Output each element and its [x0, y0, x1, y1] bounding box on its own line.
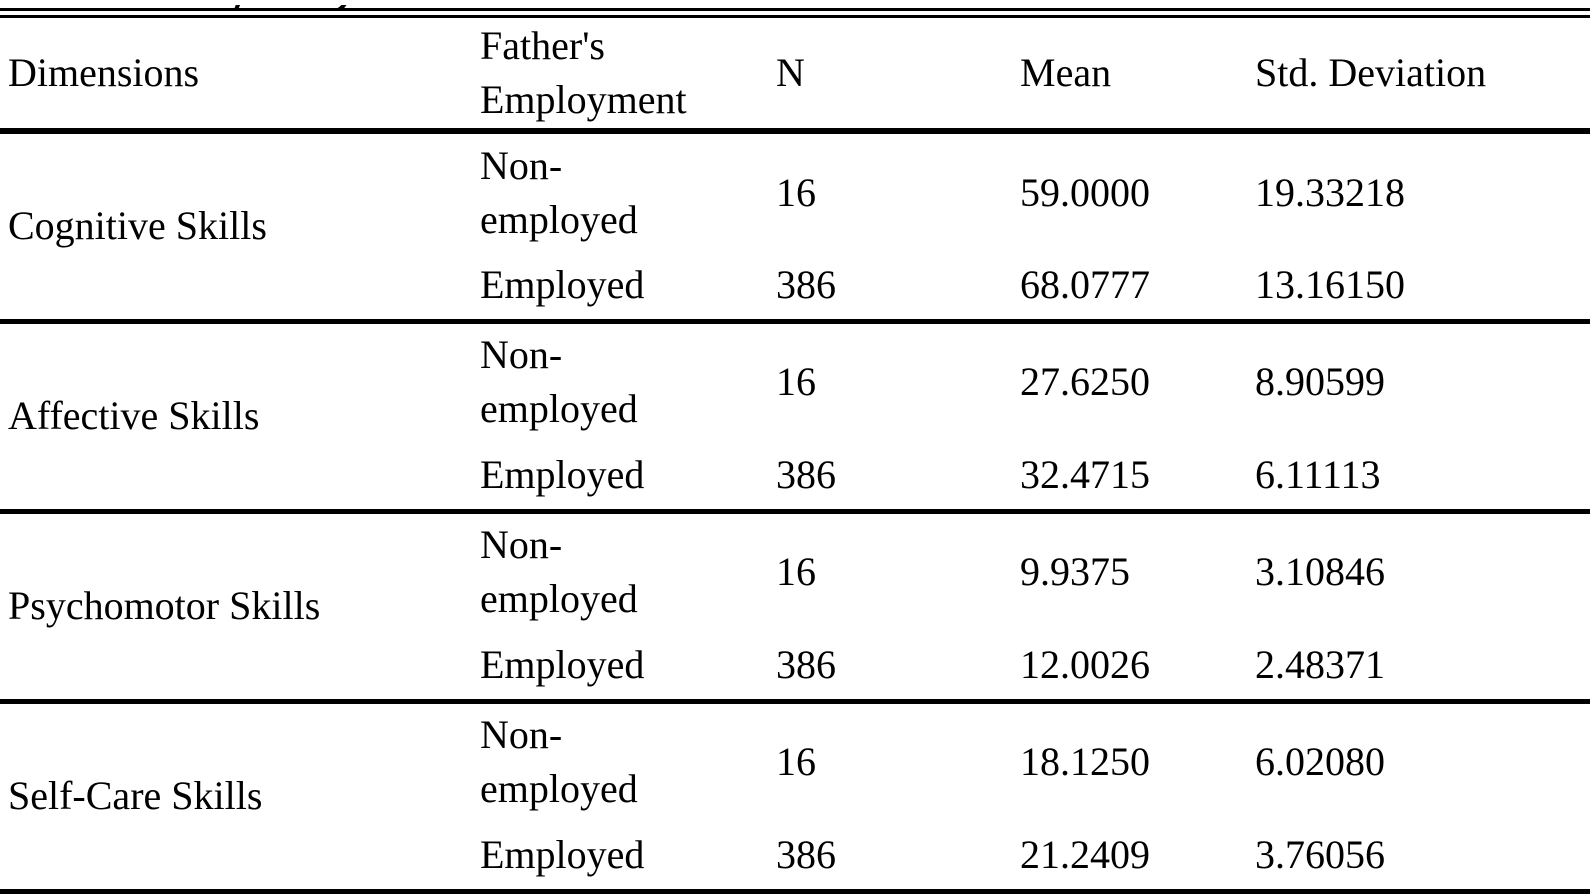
table-row: [0, 321, 1590, 441]
cell-n: 16: [776, 549, 816, 595]
table-row: [0, 701, 1590, 821]
cell-employment-text: Employed: [480, 641, 645, 687]
cell-n: 386: [776, 451, 836, 497]
table-header: [0, 18, 1590, 131]
cell-employment-text: Non-employed: [480, 522, 638, 622]
cell-employment-text: Non-employed: [480, 142, 638, 242]
cell-employment: [470, 441, 768, 511]
caption-descender-marks: [0, 5, 1590, 8]
cell-employment: [470, 131, 768, 251]
cell-n: 386: [776, 261, 836, 307]
cell-mean: 27.6250: [1020, 359, 1150, 405]
cell-std: 13.16150: [1255, 261, 1405, 307]
dimension-cognitive-skills: Cognitive Skills: [8, 203, 267, 249]
cell-employment: [470, 321, 768, 441]
table-row: [0, 131, 1590, 251]
cell-std: 19.33218: [1255, 169, 1405, 215]
dimension-psychomotor-skills: Psychomotor Skills: [8, 583, 321, 628]
dimension-affective-skills: Affective Skills: [8, 393, 260, 438]
cell-std: 3.76056: [1255, 831, 1385, 877]
cell-mean: 18.1250: [1020, 739, 1150, 785]
header-n: N: [776, 50, 805, 95]
cell-n: 386: [776, 831, 836, 877]
header-fathers-employment-text: Father's Employment: [480, 23, 687, 122]
header-std-deviation: Std. Deviation: [1255, 50, 1487, 95]
cell-std: 6.11113: [1255, 451, 1381, 497]
cell-employment: [470, 251, 768, 321]
cell-n: 386: [776, 641, 836, 687]
cell-n: 16: [776, 739, 816, 785]
cell-mean: 12.0026: [1020, 641, 1150, 687]
cell-mean: 68.0777: [1020, 261, 1150, 307]
cell-std: 8.90599: [1255, 359, 1385, 405]
cell-employment: [470, 701, 768, 821]
cell-std: 3.10846: [1255, 549, 1385, 595]
cell-n: 16: [776, 169, 816, 215]
header-dimensions: Dimensions: [8, 50, 200, 95]
cell-employment: [470, 821, 768, 891]
header-fathers-employment: [470, 18, 768, 131]
cell-employment: [470, 631, 768, 701]
cell-employment-text: Non-employed: [480, 332, 638, 432]
cropped-caption-descenders: [0, 0, 1590, 8]
cell-std: 6.02080: [1255, 739, 1385, 785]
header-mean: Mean: [1020, 50, 1112, 95]
cell-employment-text: Non-employed: [480, 712, 638, 812]
cell-employment-text: Employed: [480, 261, 645, 307]
cell-employment: [470, 511, 768, 631]
cell-mean: 9.9375: [1020, 549, 1130, 595]
cell-mean: 21.2409: [1020, 831, 1150, 877]
descriptive-statistics-table: [0, 18, 1590, 894]
dimension-self-care-skills: Self-Care Skills: [8, 773, 263, 818]
cell-std: 2.48371: [1255, 641, 1385, 687]
cell-employment-text: Employed: [480, 831, 645, 877]
cell-n: 16: [776, 359, 816, 405]
table-top-double-rule: [0, 8, 1590, 18]
table-row: [0, 511, 1590, 631]
cell-mean: 59.0000: [1020, 169, 1150, 215]
cell-employment-text: Employed: [480, 451, 645, 497]
cell-mean: 32.4715: [1020, 451, 1150, 497]
